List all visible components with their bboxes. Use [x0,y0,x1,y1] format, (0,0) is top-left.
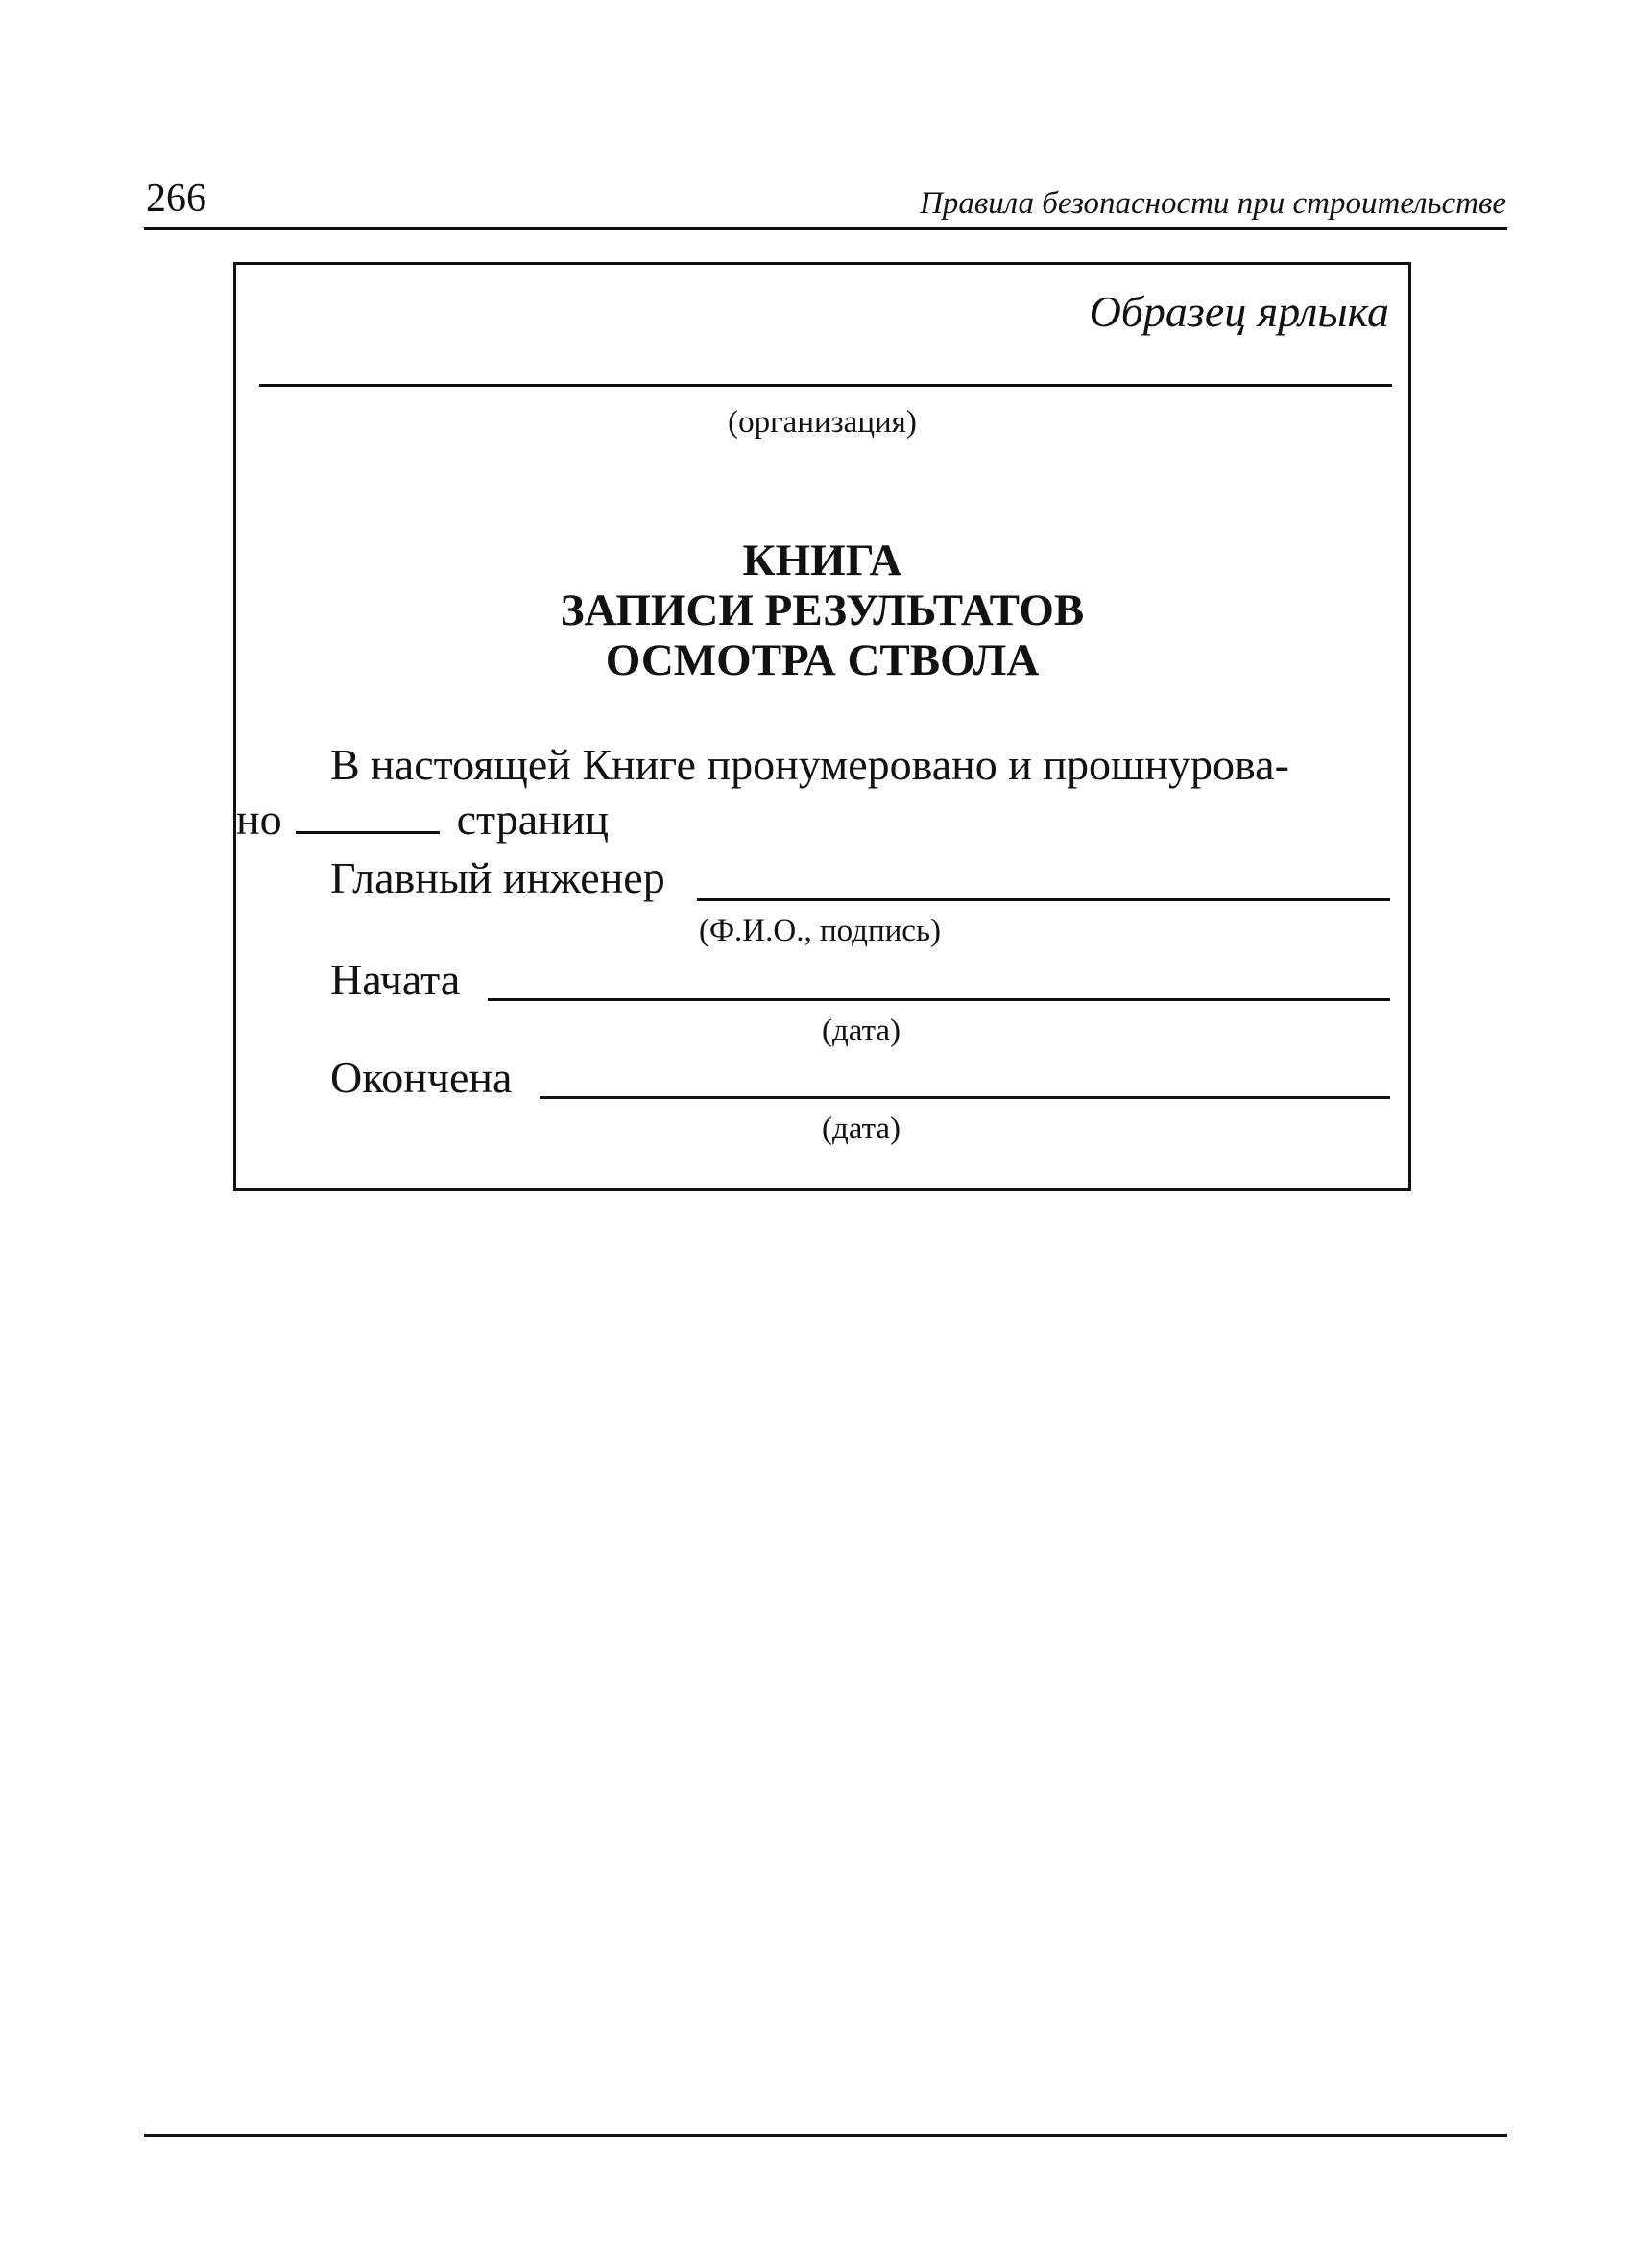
pages-statement-line-2-start: но [236,795,282,844]
finished-blank-line [540,1096,1390,1099]
header-rule [144,227,1507,230]
sample-label-caption: Образец ярлыка [1089,287,1389,336]
pages-statement-line-1: В настоящей Книге пронумеровано и прошнурова- [330,740,1289,789]
finished-caption: (дата) [822,1111,901,1146]
page-count-blank [296,791,440,834]
chief-engineer-label: Главный инженер [330,853,665,902]
started-label: Начата [330,955,461,1004]
running-title: Правила безопасности при строительстве [920,186,1506,221]
pages-statement-line-2 [236,791,609,846]
book-title [236,536,1408,685]
page-number: 266 [146,177,206,221]
organization-blank-line [259,384,1392,387]
footer-rule [144,2134,1507,2137]
sample-label-frame [233,262,1411,1191]
book-title-line-2: ЗАПИСИ РЕЗУЛЬТАТОВ [560,585,1085,635]
finished-label: Окончена [330,1053,513,1102]
started-caption: (дата) [822,1014,901,1048]
chief-engineer-caption: (Ф.И.О., подпись) [699,914,941,948]
started-blank-line [488,998,1390,1001]
chief-engineer-blank-line [697,898,1390,901]
book-title-line-3: ОСМОТРА СТВОЛА [605,635,1040,685]
book-title-line-1: КНИГА [742,536,902,585]
pages-statement-line-2-end: страниц [456,795,609,844]
organization-caption: (организация) [728,405,917,440]
